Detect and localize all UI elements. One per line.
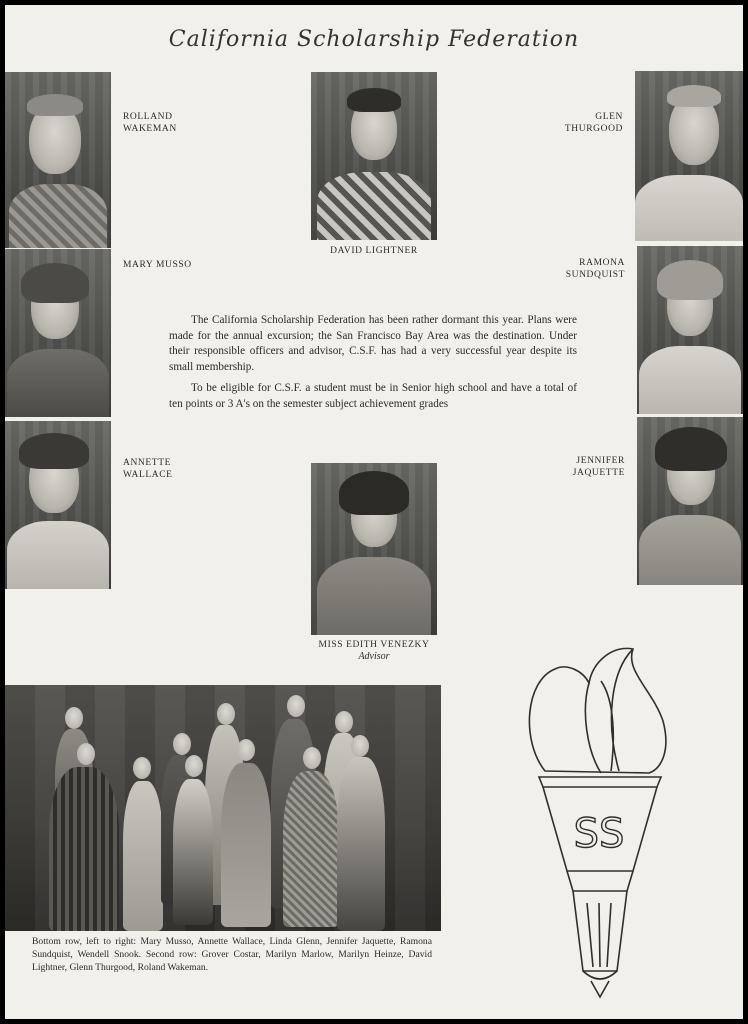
portrait-ramona-sundquist [637, 246, 743, 414]
advisor-role: Advisor [358, 651, 390, 662]
member-name-mary-musso: MARY MUSSO [123, 260, 192, 270]
member-name-annette-wallace: ANNETTE WALLACE [123, 458, 173, 480]
body-text [169, 313, 577, 418]
portrait-david-lightner [311, 72, 437, 240]
portrait-mary-musso [5, 249, 111, 417]
member-name-glen-thurgood: GLEN THURGOOD [564, 112, 623, 134]
portrait-glen-thurgood [635, 71, 743, 241]
member-name-ramona-sundquist: RAMONA SUNDQUIST [565, 258, 625, 280]
page-title: California Scholarship Federation [168, 27, 580, 52]
advisor-caption [291, 639, 457, 663]
body-paragraph-2: To be eligible for C.S.F. a student must be in Senior high school and have a total of ten points or 3 A's on the semester subject achievement grades [169, 382, 577, 410]
advisor-name: MISS EDITH VENEZKY [318, 640, 430, 650]
member-name-david-lightner: DAVID LIGHTNER [330, 246, 418, 256]
portrait-annette-wallace [5, 421, 111, 589]
group-photo [5, 685, 441, 931]
portrait-advisor [311, 463, 437, 635]
member-name-jennifer-jaquette: JENNIFER JAQUETTE [572, 456, 625, 478]
portrait-rolland-wakeman [5, 72, 111, 248]
yearbook-page [5, 5, 743, 1019]
portrait-jennifer-jaquette [637, 417, 743, 585]
group-photo-caption: Bottom row, left to right: Mary Musso, Annette Wallace, Linda Glenn, Jennifer Jaquette, Ramona Sundquist, Wendell Snook. Second row: Grover Costar, Marilyn Marlow, Marilyn Heinze, David Lightner, Glenn Thurgood, Roland Wakeman. [32, 936, 432, 973]
emblem-letters: SS [573, 811, 625, 857]
torch-emblem-icon [515, 641, 675, 1003]
member-name-rolland-wakeman: ROLLAND WAKEMAN [123, 112, 177, 134]
body-paragraph-1: The California Scholarship Federation has been rather dormant this year. Plans were made for the annual excursion; the San Francisco Bay Area was the destination. Under their responsible officers and advisor, C.S.F. has had a very successful year despite its small membership. [169, 314, 577, 373]
